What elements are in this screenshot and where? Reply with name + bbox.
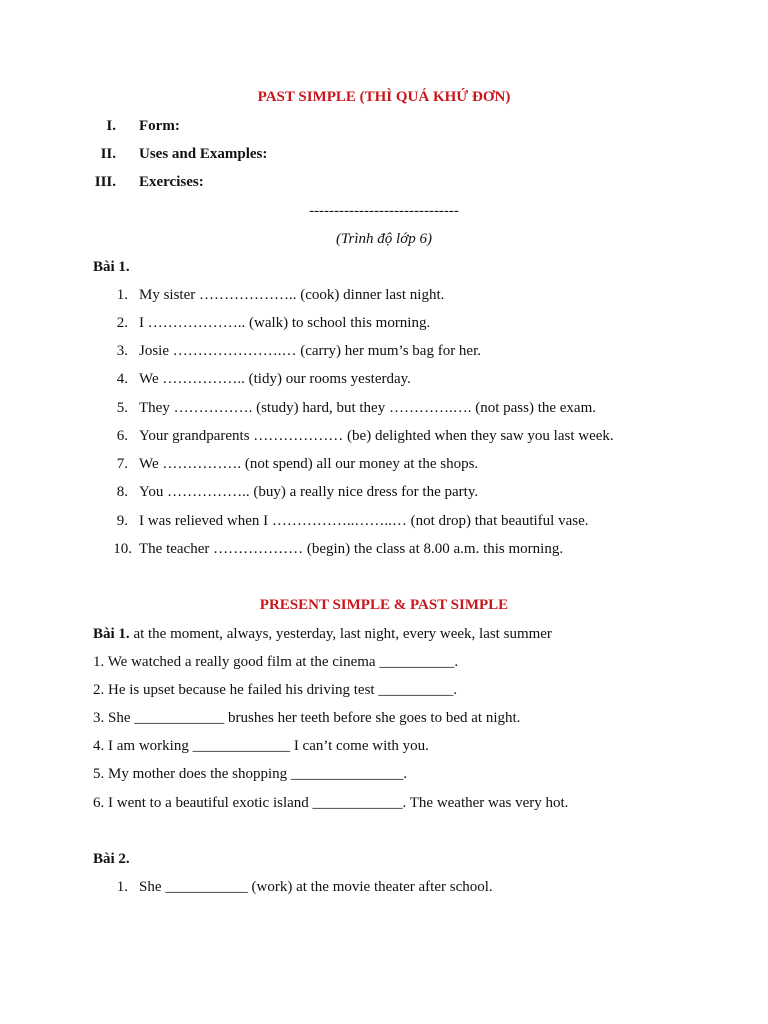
- item-text: Josie ………………….… (carry) her mum’s bag for her.: [139, 343, 482, 359]
- word-bank: at the moment, always, yesterday, last night, every week, last summer: [129, 626, 552, 642]
- item-number: 9.: [116, 513, 128, 529]
- item-number: 2.: [116, 315, 128, 331]
- item-number: 10.: [113, 541, 132, 557]
- item-number: 1.: [116, 879, 128, 895]
- list-item: 3. She ____________ brushes her teeth before she goes to bed at night.: [93, 710, 521, 726]
- outline-label: Exercises:: [139, 174, 204, 190]
- level-note: (Trình độ lớp 6): [336, 231, 432, 247]
- item-number: 6.: [116, 428, 128, 444]
- section1-heading: Bài 1.: [93, 259, 130, 275]
- title-present-past-simple: PRESENT SIMPLE & PAST SIMPLE: [259, 597, 509, 613]
- item-number: 1.: [116, 287, 128, 303]
- divider-line: ------------------------------: [309, 203, 459, 219]
- item-number: 7.: [116, 456, 128, 472]
- item-text: You …………….. (buy) a really nice dress for the party.: [139, 484, 479, 500]
- item-text: I was relieved when I ……………..……..… (not drop) that beautiful vase.: [139, 513, 589, 529]
- outline-number: I.: [106, 118, 116, 134]
- section3-heading: Bài 2.: [93, 851, 130, 867]
- outline-label: Uses and Examples:: [139, 146, 268, 162]
- list-item: 2. He is upset because he failed his driving test __________.: [93, 682, 458, 698]
- item-number: 8.: [116, 484, 128, 500]
- section2-heading: Bài 1.: [93, 626, 130, 642]
- title-past-simple: PAST SIMPLE (THÌ QUÁ KHỨ ĐƠN): [257, 89, 511, 105]
- item-text: They ……………. (study) hard, but they ………….…. (not pass) the exam.: [139, 400, 597, 416]
- item-text: She ___________ (work) at the movie theater after school.: [139, 879, 493, 895]
- list-item: 4. I am working _____________ I can’t come with you.: [93, 738, 429, 754]
- item-text: My sister ……………….. (cook) dinner last night.: [139, 287, 445, 303]
- item-number: 5.: [116, 400, 128, 416]
- item-number: 4.: [116, 371, 128, 387]
- list-item: 5. My mother does the shopping _______________.: [93, 766, 408, 782]
- list-item: 1. We watched a really good film at the cinema __________.: [93, 654, 459, 670]
- list-item: 6. I went to a beautiful exotic island ____________. The weather was very hot.: [93, 795, 569, 811]
- outline-number: II.: [100, 146, 116, 162]
- outline-label: Form:: [139, 118, 180, 134]
- item-text: Your grandparents ……………… (be) delighted when they saw you last week.: [139, 428, 614, 444]
- outline-number: III.: [94, 174, 116, 190]
- item-text: The teacher ……………… (begin) the class at 8.00 a.m. this morning.: [139, 541, 564, 557]
- item-text: We …………….. (tidy) our rooms yesterday.: [139, 371, 411, 387]
- item-number: 3.: [116, 343, 128, 359]
- section2-instruction: [93, 625, 552, 643]
- item-text: We ……………. (not spend) all our money at the shops.: [139, 456, 479, 472]
- item-text: I ……………….. (walk) to school this morning.: [139, 315, 431, 331]
